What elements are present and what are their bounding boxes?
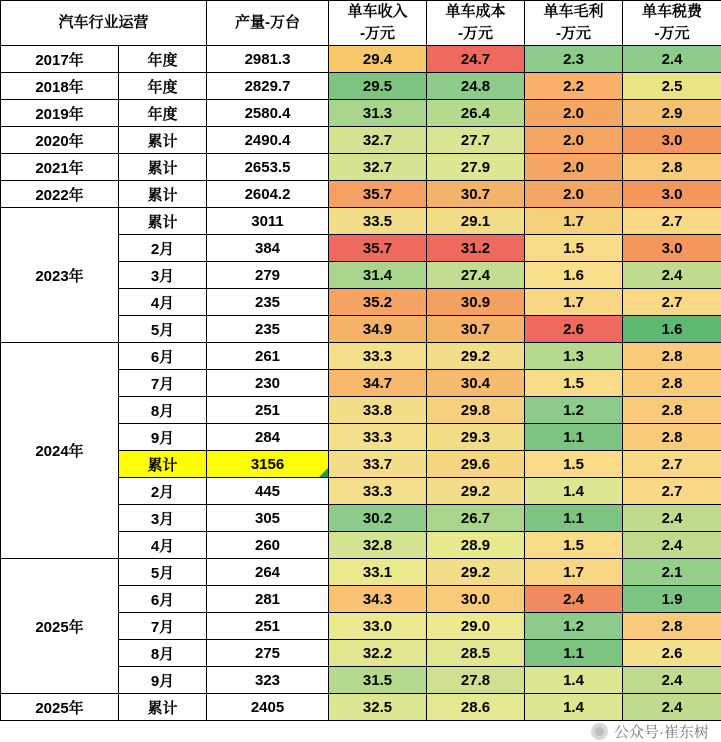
cell-tax-per-vehicle: 2.8: [623, 154, 721, 181]
row-period: 5月: [119, 559, 207, 586]
cell-tax-per-vehicle: 2.8: [623, 370, 721, 397]
row-year-label: 2025年: [1, 694, 119, 721]
cell-tax-per-vehicle: 3.0: [623, 235, 721, 262]
cell-output: 2405: [207, 694, 329, 721]
row-year-label: 2020年: [1, 127, 119, 154]
cell-revenue-per-vehicle: 34.9: [329, 316, 427, 343]
cell-revenue-per-vehicle: 29.5: [329, 73, 427, 100]
cell-output: 305: [207, 505, 329, 532]
row-year-label: 2017年: [1, 46, 119, 73]
cell-gross-per-vehicle: 1.7: [525, 559, 623, 586]
cell-revenue-per-vehicle: 31.5: [329, 667, 427, 694]
cell-revenue-per-vehicle: 35.7: [329, 181, 427, 208]
cell-output: 2604.2: [207, 181, 329, 208]
cell-cost-per-vehicle: 27.9: [427, 154, 525, 181]
cell-output: 2829.7: [207, 73, 329, 100]
row-period: 7月: [119, 613, 207, 640]
cell-tax-per-vehicle: 1.9: [623, 586, 721, 613]
cell-cost-per-vehicle: 28.6: [427, 694, 525, 721]
row-period: 5月: [119, 316, 207, 343]
cell-output: 2981.3: [207, 46, 329, 73]
cell-revenue-per-vehicle: 33.0: [329, 613, 427, 640]
cell-gross-per-vehicle: 2.3: [525, 46, 623, 73]
table-row: [1, 46, 721, 73]
cell-gross-per-vehicle: 1.4: [525, 667, 623, 694]
header-cost-line1: 单车成本: [427, 1, 524, 23]
cell-revenue-per-vehicle: 33.3: [329, 424, 427, 451]
cell-cost-per-vehicle: 24.8: [427, 73, 525, 100]
watermark-text: 公众号·崔东树: [614, 721, 709, 742]
cell-tax-per-vehicle: 2.4: [623, 667, 721, 694]
header-cost-per-vehicle: [427, 1, 525, 46]
header-revenue-per-vehicle: [329, 1, 427, 46]
cell-cost-per-vehicle: 27.8: [427, 667, 525, 694]
cell-gross-per-vehicle: 1.4: [525, 694, 623, 721]
cell-revenue-per-vehicle: 31.3: [329, 100, 427, 127]
cell-tax-per-vehicle: 2.8: [623, 424, 721, 451]
table-row: [1, 127, 721, 154]
header-revenue-line1: 单车收入: [329, 1, 426, 23]
cell-tax-per-vehicle: 2.7: [623, 478, 721, 505]
cell-output: 284: [207, 424, 329, 451]
row-period: 年度: [119, 100, 207, 127]
cell-cost-per-vehicle: 30.0: [427, 586, 525, 613]
row-year-label: 2018年: [1, 73, 119, 100]
row-period: 累计: [119, 127, 207, 154]
cell-gross-per-vehicle: 1.6: [525, 262, 623, 289]
cell-gross-per-vehicle: 2.2: [525, 73, 623, 100]
header-output: 产量-万台: [207, 1, 329, 46]
cell-output: 251: [207, 397, 329, 424]
row-period: 9月: [119, 424, 207, 451]
cell-cost-per-vehicle: 29.1: [427, 208, 525, 235]
cell-gross-per-vehicle: 1.1: [525, 505, 623, 532]
table-row: [1, 181, 721, 208]
cell-revenue-per-vehicle: 33.3: [329, 478, 427, 505]
cell-cost-per-vehicle: 30.4: [427, 370, 525, 397]
cell-revenue-per-vehicle: 32.7: [329, 154, 427, 181]
header-gross-per-vehicle: [525, 1, 623, 46]
cell-revenue-per-vehicle: 32.8: [329, 532, 427, 559]
cell-output: 275: [207, 640, 329, 667]
cell-revenue-per-vehicle: 35.2: [329, 289, 427, 316]
cell-cost-per-vehicle: 30.9: [427, 289, 525, 316]
cell-output: 2580.4: [207, 100, 329, 127]
cell-cost-per-vehicle: 31.2: [427, 235, 525, 262]
cell-output: 3156: [207, 451, 329, 478]
cell-revenue-per-vehicle: 32.5: [329, 694, 427, 721]
cell-tax-per-vehicle: 2.7: [623, 451, 721, 478]
row-period: 3月: [119, 505, 207, 532]
cell-tax-per-vehicle: 2.1: [623, 559, 721, 586]
header-tax-per-vehicle: [623, 1, 721, 46]
cell-gross-per-vehicle: 2.0: [525, 100, 623, 127]
cell-output: 2490.4: [207, 127, 329, 154]
cell-revenue-per-vehicle: 33.3: [329, 343, 427, 370]
cell-cost-per-vehicle: 27.4: [427, 262, 525, 289]
cell-revenue-per-vehicle: 33.5: [329, 208, 427, 235]
cell-tax-per-vehicle: 2.9: [623, 100, 721, 127]
cell-gross-per-vehicle: 2.4: [525, 586, 623, 613]
row-period: 累计: [119, 154, 207, 181]
header-row: [1, 1, 721, 46]
cell-gross-per-vehicle: 1.2: [525, 397, 623, 424]
row-period: 3月: [119, 262, 207, 289]
cell-output: 3011: [207, 208, 329, 235]
cell-cost-per-vehicle: 26.4: [427, 100, 525, 127]
table-row: [1, 100, 721, 127]
row-year-label: 2024年: [1, 343, 119, 559]
row-period: 4月: [119, 289, 207, 316]
cell-gross-per-vehicle: 2.0: [525, 181, 623, 208]
header-gross-line1: 单车毛利: [525, 1, 622, 23]
cell-output: 264: [207, 559, 329, 586]
row-period: 4月: [119, 532, 207, 559]
cell-revenue-per-vehicle: 34.7: [329, 370, 427, 397]
cell-cost-per-vehicle: 24.7: [427, 46, 525, 73]
header-title: 汽车行业运营: [1, 1, 207, 46]
row-year-label: 2025年: [1, 559, 119, 694]
row-year-label: 2023年: [1, 208, 119, 343]
table-row: [1, 343, 721, 370]
header-cost-line2: -万元: [427, 23, 524, 45]
row-period: 8月: [119, 640, 207, 667]
cell-revenue-per-vehicle: 33.7: [329, 451, 427, 478]
row-period: 累计: [119, 181, 207, 208]
row-period: 6月: [119, 586, 207, 613]
cell-output: 235: [207, 289, 329, 316]
row-year-label: 2022年: [1, 181, 119, 208]
cell-gross-per-vehicle: 2.0: [525, 154, 623, 181]
row-period: 累计: [119, 208, 207, 235]
cell-output: 445: [207, 478, 329, 505]
cell-gross-per-vehicle: 1.1: [525, 640, 623, 667]
cell-output: 384: [207, 235, 329, 262]
cell-tax-per-vehicle: 2.7: [623, 289, 721, 316]
watermark: [0, 721, 721, 742]
cell-output: 281: [207, 586, 329, 613]
row-period: 6月: [119, 343, 207, 370]
cell-cost-per-vehicle: 29.6: [427, 451, 525, 478]
cell-gross-per-vehicle: 1.5: [525, 235, 623, 262]
cell-tax-per-vehicle: 2.4: [623, 694, 721, 721]
table-row: [1, 208, 721, 235]
cell-tax-per-vehicle: 1.6: [623, 316, 721, 343]
row-period: 2月: [119, 478, 207, 505]
cell-output: 230: [207, 370, 329, 397]
cell-revenue-per-vehicle: 32.7: [329, 127, 427, 154]
cell-tax-per-vehicle: 2.4: [623, 532, 721, 559]
cell-revenue-per-vehicle: 29.4: [329, 46, 427, 73]
cell-revenue-per-vehicle: 33.1: [329, 559, 427, 586]
cell-output: 261: [207, 343, 329, 370]
cell-gross-per-vehicle: 1.5: [525, 451, 623, 478]
cell-tax-per-vehicle: 2.4: [623, 505, 721, 532]
cell-tax-per-vehicle: 3.0: [623, 127, 721, 154]
header-revenue-line2: -万元: [329, 23, 426, 45]
cell-gross-per-vehicle: 1.5: [525, 532, 623, 559]
row-year-label: 2019年: [1, 100, 119, 127]
row-period: 年度: [119, 73, 207, 100]
cell-cost-per-vehicle: 28.9: [427, 532, 525, 559]
header-gross-line2: -万元: [525, 23, 622, 45]
cell-tax-per-vehicle: 2.7: [623, 208, 721, 235]
cell-tax-per-vehicle: 2.6: [623, 640, 721, 667]
cell-tax-per-vehicle: 2.4: [623, 262, 721, 289]
cell-revenue-per-vehicle: 33.8: [329, 397, 427, 424]
cell-tax-per-vehicle: 2.5: [623, 73, 721, 100]
cell-gross-per-vehicle: 1.1: [525, 424, 623, 451]
cell-cost-per-vehicle: 29.8: [427, 397, 525, 424]
cell-cost-per-vehicle: 30.7: [427, 316, 525, 343]
table-row: [1, 73, 721, 100]
cell-cost-per-vehicle: 29.3: [427, 424, 525, 451]
cell-tax-per-vehicle: 2.8: [623, 397, 721, 424]
row-period: 7月: [119, 370, 207, 397]
cell-tax-per-vehicle: 3.0: [623, 181, 721, 208]
cell-output: 323: [207, 667, 329, 694]
cell-output: 279: [207, 262, 329, 289]
cell-cost-per-vehicle: 27.7: [427, 127, 525, 154]
cell-tax-per-vehicle: 2.4: [623, 46, 721, 73]
cell-tax-per-vehicle: 2.8: [623, 343, 721, 370]
cell-gross-per-vehicle: 1.7: [525, 289, 623, 316]
header-tax-line2: -万元: [623, 23, 721, 45]
cell-cost-per-vehicle: 26.7: [427, 505, 525, 532]
avatar-icon: [591, 723, 608, 740]
cell-cost-per-vehicle: 29.2: [427, 559, 525, 586]
cell-revenue-per-vehicle: 31.4: [329, 262, 427, 289]
row-period: 9月: [119, 667, 207, 694]
cell-cost-per-vehicle: 30.7: [427, 181, 525, 208]
cell-gross-per-vehicle: 2.6: [525, 316, 623, 343]
cell-cost-per-vehicle: 29.0: [427, 613, 525, 640]
header-tax-line1: 单车税费: [623, 1, 721, 23]
cell-gross-per-vehicle: 1.2: [525, 613, 623, 640]
cell-gross-per-vehicle: 1.7: [525, 208, 623, 235]
cell-cost-per-vehicle: 29.2: [427, 343, 525, 370]
cell-revenue-per-vehicle: 32.2: [329, 640, 427, 667]
cell-revenue-per-vehicle: 30.2: [329, 505, 427, 532]
row-period: 累计: [119, 451, 207, 478]
cell-gross-per-vehicle: 1.4: [525, 478, 623, 505]
table-header: [1, 1, 721, 46]
table-row: [1, 154, 721, 181]
row-period: 年度: [119, 46, 207, 73]
cell-revenue-per-vehicle: 35.7: [329, 235, 427, 262]
cell-output: 2653.5: [207, 154, 329, 181]
cell-tax-per-vehicle: 2.8: [623, 613, 721, 640]
cell-output: 251: [207, 613, 329, 640]
cell-gross-per-vehicle: 2.0: [525, 127, 623, 154]
table-row: [1, 694, 721, 721]
row-period: 8月: [119, 397, 207, 424]
row-period: 累计: [119, 694, 207, 721]
cell-gross-per-vehicle: 1.3: [525, 343, 623, 370]
cell-cost-per-vehicle: 29.2: [427, 478, 525, 505]
row-year-label: 2021年: [1, 154, 119, 181]
row-period: 2月: [119, 235, 207, 262]
table-row: [1, 559, 721, 586]
table-body: [1, 46, 721, 721]
cell-revenue-per-vehicle: 34.3: [329, 586, 427, 613]
cell-gross-per-vehicle: 1.5: [525, 370, 623, 397]
cell-output: 235: [207, 316, 329, 343]
cell-cost-per-vehicle: 28.5: [427, 640, 525, 667]
cell-output: 260: [207, 532, 329, 559]
